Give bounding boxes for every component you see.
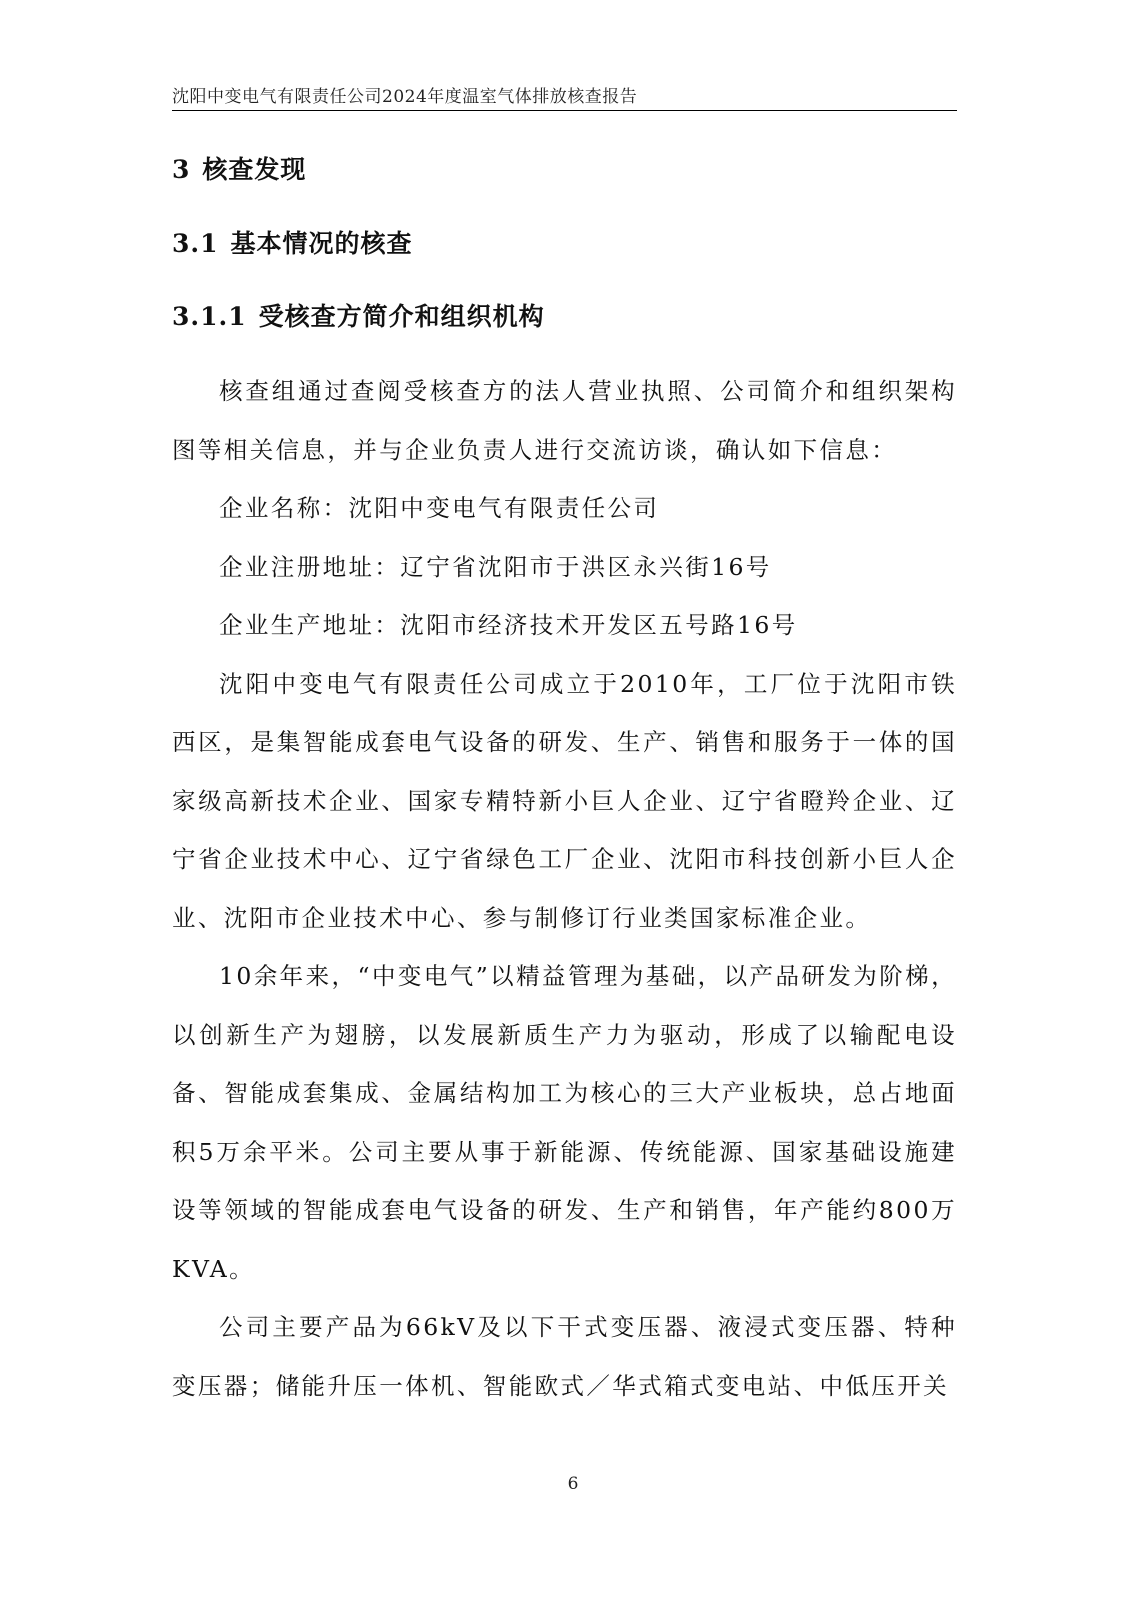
- section-title: 核查发现: [202, 155, 307, 184]
- section-number: 3: [172, 155, 191, 184]
- running-header: 沈阳中变电气有限责任公司2024年度温室气体排放核查报告: [172, 87, 638, 107]
- paragraph-registered-address: 企业注册地址：辽宁省沈阳市于洪区永兴街16号: [219, 552, 772, 581]
- body-text: [172, 362, 957, 1415]
- subsubsection-number: 3.1.1: [172, 302, 247, 331]
- paragraph-main-products: 公司主要产品为66kV及以下干式变压器、液浸式变压器、特种变压器；储能升压一体机、智能欧式／华式箱式变电站、中低压开关: [172, 1313, 957, 1400]
- section-heading: [172, 150, 306, 186]
- paragraph-company-name: 企业名称：沈阳中变电气有限责任公司: [219, 494, 660, 522]
- paragraph-business-overview: 10余年来，“中变电气”以精益管理为基础，以产品研发为阶梯，以创新生产为翅膀，以发展新质生产力为驱动，形成了以输配电设备、智能成套集成、金属结构加工为核心的三大产业板块，总占地面积5万余平米。公司主要从事于新能源、传统能源、国家基础设施建设等领域的智能成套电气设备的研发、生产和销售，年产能约800万KVA。: [172, 962, 957, 1283]
- paragraph-company-profile: 沈阳中变电气有限责任公司成立于2010年，工厂位于沈阳市铁西区，是集智能成套电气设备的研发、生产、销售和服务于一体的国家级高新技术企业、国家专精特新小巨人企业、辽宁省瞪羚企业、辽宁省企业技术中心、辽宁省绿色工厂企业、沈阳市科技创新小巨人企业、沈阳市企业技术中心、参与制修订行业类国家标准企业。: [172, 669, 957, 932]
- header-rule: [172, 110, 957, 111]
- paragraph-production-address: 企业生产地址：沈阳市经济技术开发区五号路16号: [219, 611, 798, 639]
- subsection-heading: [172, 224, 413, 260]
- subsubsection-heading: [172, 297, 545, 333]
- subsection-title: 基本情况的核查: [230, 229, 413, 258]
- subsection-number: 3.1: [172, 229, 219, 258]
- page-number: 6: [567, 1474, 579, 1494]
- subsubsection-title: 受核查方简介和组织机构: [258, 302, 545, 331]
- paragraph-intro: 核查组通过查阅受核查方的法人营业执照、公司简介和组织架构图等相关信息，并与企业负责人进行交流访谈，确认如下信息：: [172, 377, 957, 464]
